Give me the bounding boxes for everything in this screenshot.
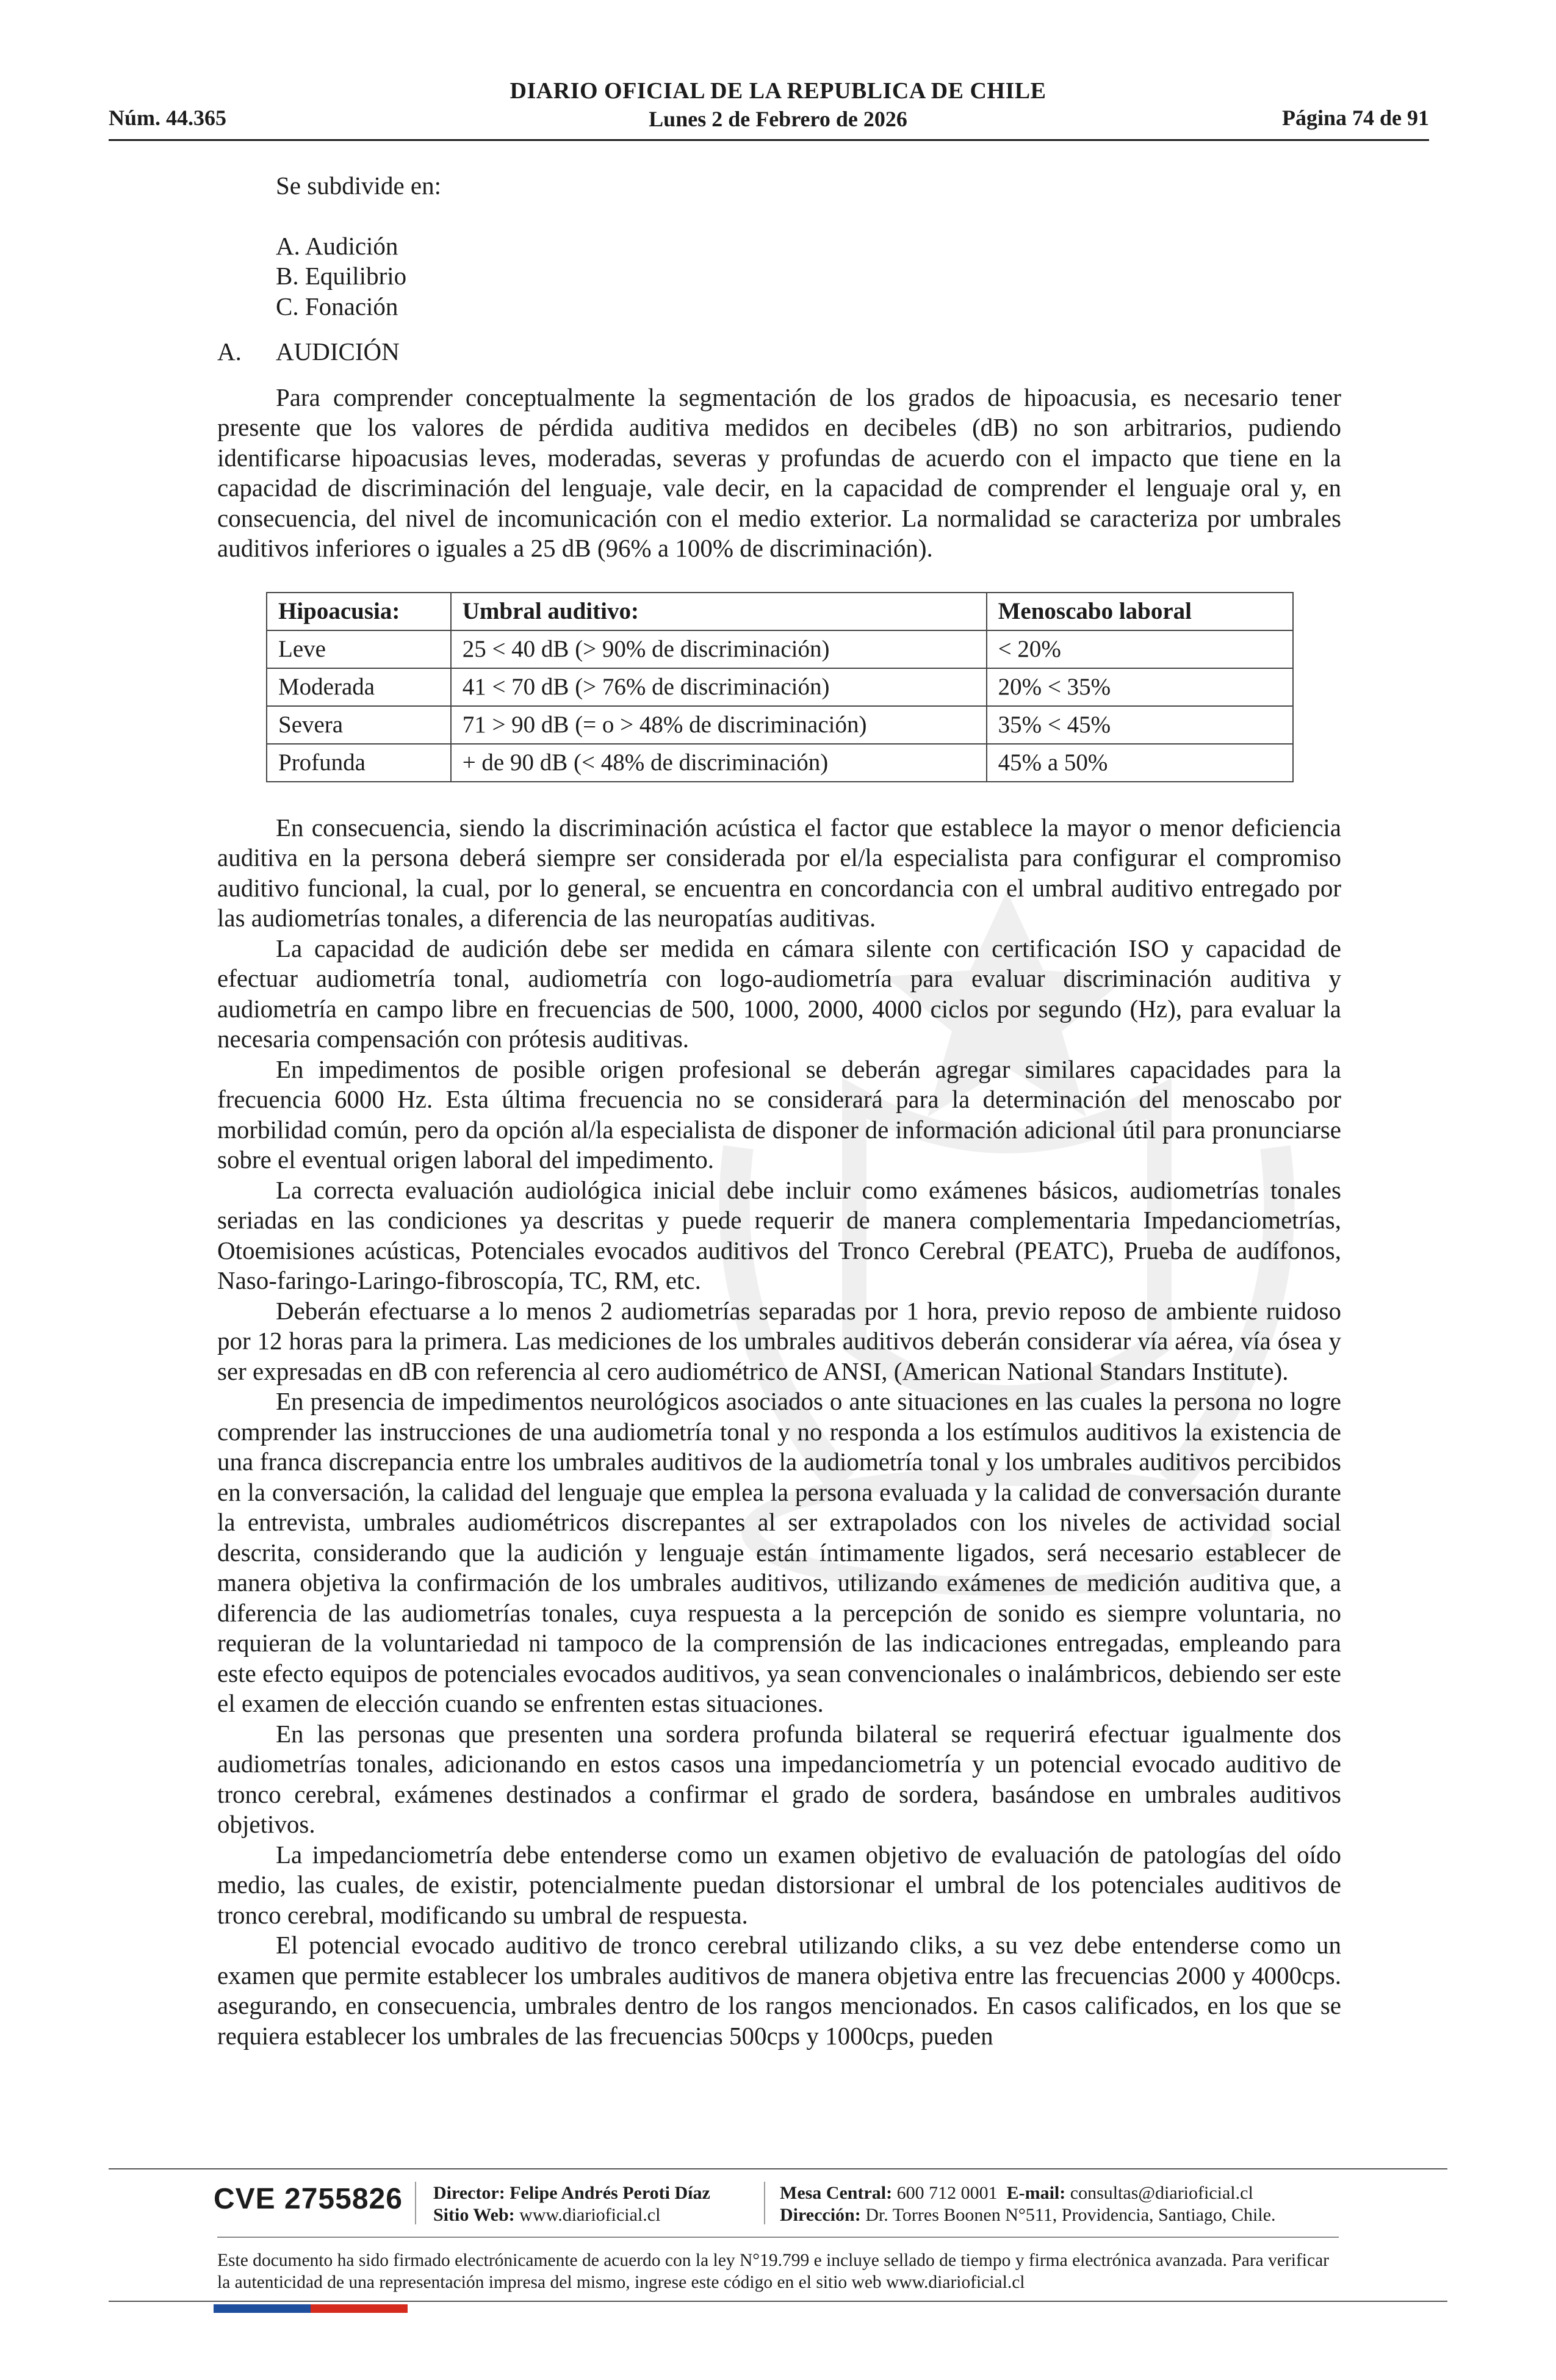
table-cell: < 20% xyxy=(987,630,1293,668)
list-item: C. Fonación xyxy=(276,292,398,320)
table-cell: Profunda xyxy=(267,744,451,782)
table-row xyxy=(267,706,1293,744)
body-paragraph: En consecuencia, siendo la discriminación acústica el factor que establece la mayor o menor deficiencia auditiva en la persona deberá siempre ser considerada por el/la especialista para configurar el compromiso auditivo funcional, la cual, por lo general, se encuentra en concordancia con el umbral auditivo entregado por las audiometrías tonales, a diferencia de las neuropatías auditivas. xyxy=(217,813,1341,932)
body-paragraph: La correcta evaluación audiológica inicial debe incluir como exámenes básicos, audiometrías tonales seriadas en las condiciones ya descritas y puede requerir de manera complementaria Impedanciometrías, Otoemisiones acústicas, Potenciales evocados auditivos del Tronco Cerebral (PEATC), Prueba de audífonos, Naso-faringo-Laringo-fibroscopía, TC, RM, etc. xyxy=(217,1175,1341,1294)
document-body xyxy=(217,171,1341,2051)
footer-divider xyxy=(109,2301,1447,2302)
cve-code: CVE 2755826 xyxy=(214,2183,403,2215)
footer-divider xyxy=(217,2237,1339,2238)
table-header-cell: Hipoacusia: xyxy=(267,593,451,630)
body-paragraph: Deberán efectuarse a lo menos 2 audiometrías separadas por 1 hora, previo reposo de ambiente ruidoso por 12 horas para la primera. Las mediciones de los umbrales auditivos deberán considerar vía aérea, vía ósea y ser expresadas en dB con referencia al cero audiométrico de ANSI, (American National Standars Institute). xyxy=(217,1296,1341,1385)
footer-director-block xyxy=(433,2182,710,2226)
email-link[interactable]: consultas@diarioficial.cl xyxy=(1070,2183,1253,2203)
table-cell: Leve xyxy=(267,630,451,668)
publication-title: DIARIO OFICIAL DE LA REPUBLICA DE CHILE xyxy=(510,78,1046,104)
flag-stripe xyxy=(214,2304,408,2313)
issue-number: Núm. 44.365 xyxy=(109,106,227,130)
table-cell: 71 > 90 dB (= o > 48% de discriminación) xyxy=(451,706,987,744)
footer-separator xyxy=(764,2182,765,2224)
table-row xyxy=(267,630,1293,668)
flag-blue-bar xyxy=(214,2304,311,2313)
section-heading xyxy=(217,337,1341,367)
masthead xyxy=(305,77,1251,133)
footer-contact-block xyxy=(780,2182,1276,2226)
table-cell: 25 < 40 dB (> 90% de discriminación) xyxy=(451,630,987,668)
section-title: AUDICIÓN xyxy=(276,337,400,366)
table-header-row xyxy=(267,593,1293,630)
table-row xyxy=(267,668,1293,706)
table-cell: + de 90 dB (< 48% de discriminación) xyxy=(451,744,987,782)
subdivision-list xyxy=(276,231,1341,322)
address-label: Dirección: xyxy=(780,2205,861,2225)
body-paragraph: En impedimentos de posible origen profesional se deberán agregar similares capacidades para la frecuencia 6000 Hz. Esta última frecuencia no se considerará para la determinación del menoscabo por morbilidad común, pero da opción al/la especialista de disponer de información adicional útil para pronunciarse sobre el eventual origen laboral del impedimento. xyxy=(217,1055,1341,1174)
website-label: Sitio Web: xyxy=(433,2205,515,2225)
lead-paragraph: Para comprender conceptualmente la segmentación de los grados de hipoacusia, es necesario tener presente que los valores de pérdida auditiva medidos en decibeles (dB) no son arbitrarios, pudiendo identificarse hipoacusias leves, moderadas, severas y profundas de acuerdo con el impacto que tiene en la capacidad de discriminación del lenguaje, vale decir, en la capacidad de comprender el lenguaje oral y, en consecuencia, del nivel de incomunicación con el medio exterior. La normalidad se caracteriza por umbrales auditivos inferiores o iguales a 25 dB (96% a 100% de discriminación). xyxy=(217,383,1341,562)
table-cell: 41 < 70 dB (> 76% de discriminación) xyxy=(451,668,987,706)
table-header-cell: Umbral auditivo: xyxy=(451,593,987,630)
director-name: Felipe Andrés Peroti Díaz xyxy=(510,2183,710,2203)
flag-red-bar xyxy=(311,2304,408,2313)
phone-label: Mesa Central: xyxy=(780,2183,893,2203)
section-letter: A. xyxy=(217,337,242,366)
header-divider xyxy=(109,139,1429,141)
table-cell: 35% < 45% xyxy=(987,706,1293,744)
list-item: B. Equilibrio xyxy=(276,262,407,290)
footer-divider xyxy=(109,2168,1447,2169)
intro-text: Se subdivide en: xyxy=(276,171,442,200)
table-row xyxy=(267,744,1293,782)
legal-notice: Este documento ha sido firmado electrónicamente de acuerdo con la ley N°19.799 e incluye sellado de tiempo y firma electrónica avanzada. Para verificar la autenticidad de una representación impresa del mismo, ingrese este código en el sitio web www.diarioficial.cl xyxy=(217,2251,1329,2292)
email-label: E-mail: xyxy=(1006,2183,1066,2203)
table-cell: 45% a 50% xyxy=(987,744,1293,782)
website-link[interactable]: www.diarioficial.cl xyxy=(519,2205,661,2225)
body-paragraph: En presencia de impedimentos neurológicos asociados o ante situaciones en las cuales la persona no logre comprender las instrucciones de una audiometría tonal y no responda a los estímulos auditivos la existencia de una franca discrepancia entre los umbrales auditivos de la audiometría tonal y los umbrales auditivos percibidos en la conversación, la calidad del lenguaje que emplea la persona evaluada y la calidad de conversación durante la entrevista, umbrales audiométricos discrepantes al ser extrapolados con los niveles de actividad social descrita, considerando que la audición y lenguaje están íntimamente ligados, será necesario establecer de manera objetiva la confirmación de los umbrales auditivos, utilizando exámenes de medición auditiva que, a diferencia de las audiometrías tonales, cuya respuesta a la percepción de sonido es siempre voluntaria, no requieran de la voluntariedad ni tampoco de la comprensión de las indicaciones entregadas, empleando para este efecto equipos de potenciales evocados auditivos, ya sean convencionales o inalámbricos, debiendo ser este el examen de elección cuando se enfrenten estas situaciones. xyxy=(217,1387,1341,1717)
page-number: Página 74 de 91 xyxy=(1281,106,1429,130)
list-item: A. Audición xyxy=(276,231,398,260)
address-text: Dr. Torres Boonen N°511, Providencia, Santiago, Chile. xyxy=(865,2205,1276,2225)
table-cell: Moderada xyxy=(267,668,451,706)
body-paragraph: La impedanciometría debe entenderse como un examen objetivo de evaluación de patologías del oído medio, las cuales, de existir, potencialmente puedan distorsionar el umbral de los potenciales auditivos de tronco cerebral, modificando su umbral de respuesta. xyxy=(217,1840,1341,1929)
table-cell: Severa xyxy=(267,706,451,744)
body-paragraph: El potencial evocado auditivo de tronco cerebral utilizando cliks, a su vez debe entenderse como un examen que permite establecer los umbrales auditivos de manera objetiva entre las frecuencias 2000 y 4000cps. asegurando, en consecuencia, umbrales dentro de los rangos mencionados. En casos calificados, en los que se requiera establecer los umbrales de las frecuencias 500cps y 1000cps, pueden xyxy=(217,1931,1341,2050)
hearing-loss-table xyxy=(266,592,1294,782)
footer-separator xyxy=(415,2182,416,2224)
table-header-cell: Menoscabo laboral xyxy=(987,593,1293,630)
table-cell: 20% < 35% xyxy=(987,668,1293,706)
phone-number: 600 712 0001 xyxy=(896,2183,998,2203)
director-label: Director: xyxy=(433,2183,505,2203)
publication-date: Lunes 2 de Febrero de 2026 xyxy=(649,107,907,131)
body-paragraph: En las personas que presenten una sordera profunda bilateral se requerirá efectuar igualmente dos audiometrías tonales, adicionando en estos casos una impedanciometría y un potencial evocado auditivo de tronco cerebral, exámenes destinados a confirmar el grado de sordera, basándose en umbrales auditivos objetivos. xyxy=(217,1719,1341,1838)
body-paragraph: La capacidad de audición debe ser medida en cámara silente con certificación ISO y capacidad de efectuar audiometría tonal, audiometría con logo-audiometría para evaluar discriminación auditiva y audiometría en campo libre en frecuencias de 500, 1000, 2000, 4000 ciclos por segundo (Hz), para evaluar la necesaria compensación con prótesis auditivas. xyxy=(217,934,1341,1053)
